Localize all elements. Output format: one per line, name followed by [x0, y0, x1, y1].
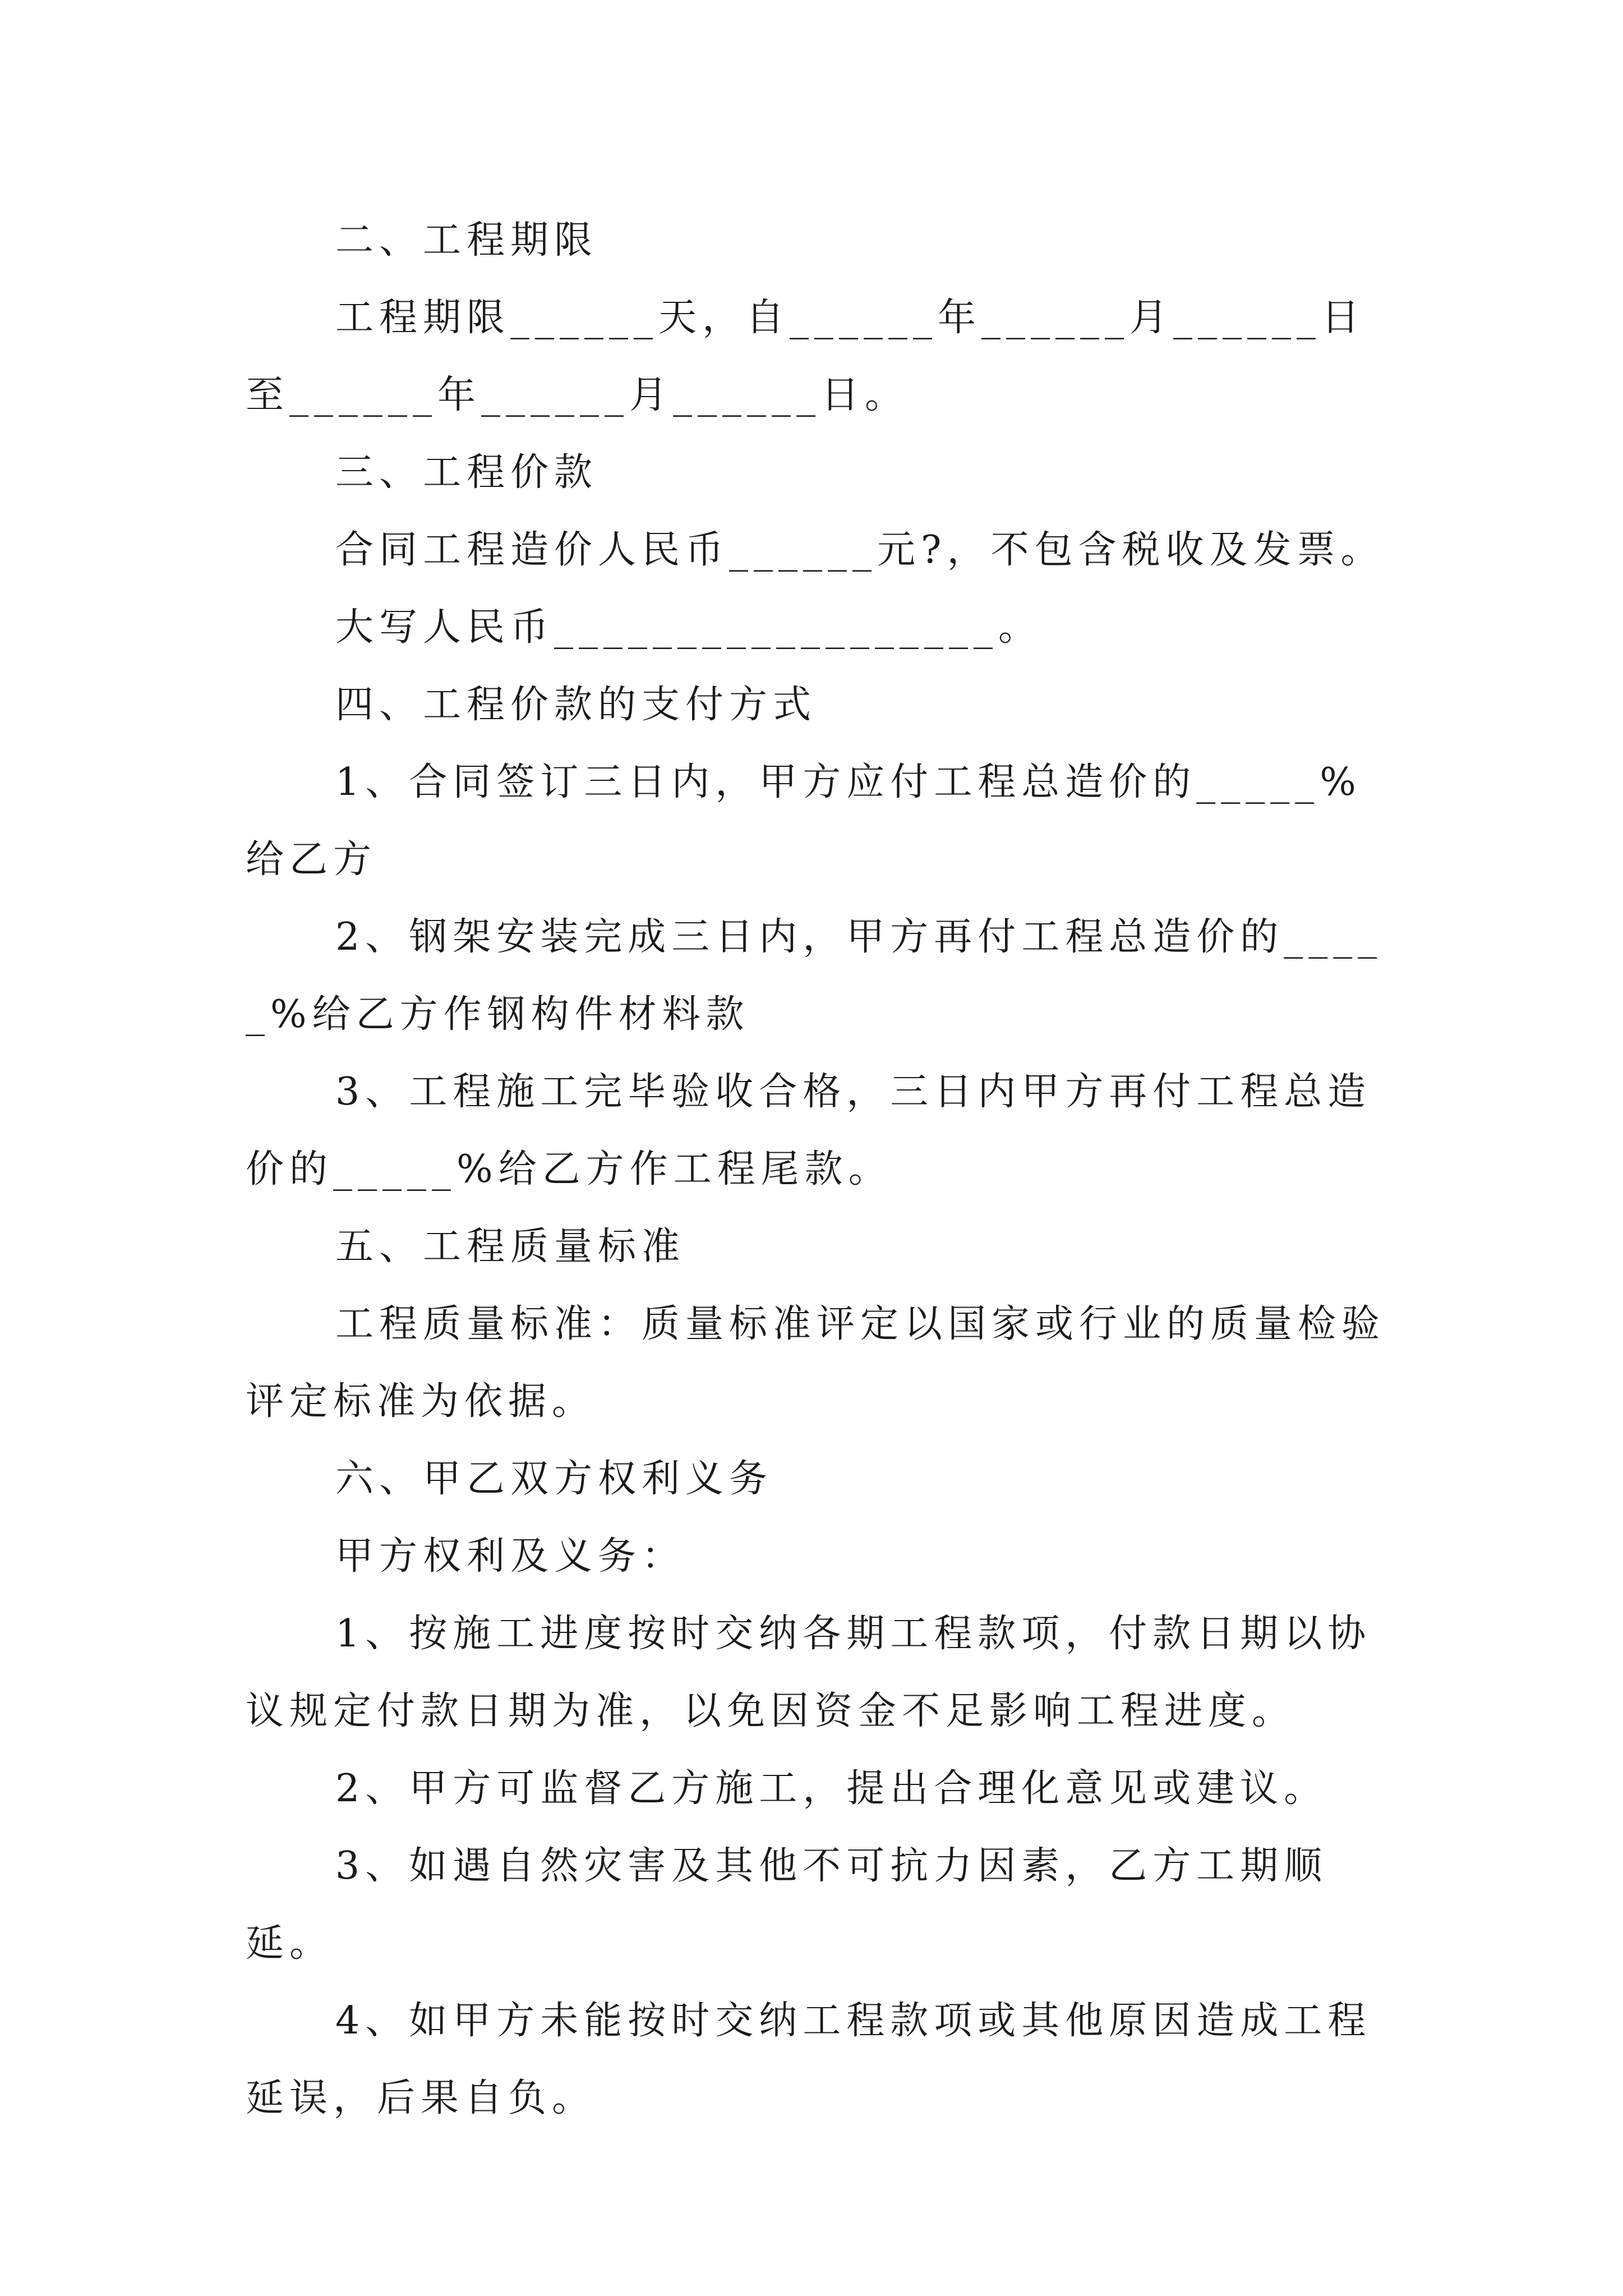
document-body — [246, 202, 1401, 2137]
section-heading-price: 三、工程价款 — [335, 450, 598, 495]
quality-paragraph: 工程质量标准：质量标准评定以国家或行业的质量检验评定标准为依据。 — [246, 1302, 1386, 1424]
party-a-heading: 甲方权利及义务： — [335, 1534, 686, 1579]
payment-item-3: 3、工程施工完毕验收合格，三日内甲方再付工程总造价的_____%给乙方作工程尾款。 — [246, 1070, 1372, 1191]
payment-item-1: 1、合同签订三日内，甲方应付工程总造价的_____%给乙方 — [246, 760, 1362, 882]
section-heading-payment: 四、工程价款的支付方式 — [335, 683, 817, 727]
section-heading-term: 二、工程期限 — [335, 218, 598, 263]
party-a-item-4: 4、如甲方未能按时交纳工程款项或其他原因造成工程延误，后果自负。 — [246, 1999, 1372, 2120]
term-paragraph: 工程期限______天，自______年______月______日至______年______月______日。 — [246, 296, 1366, 417]
party-a-item-1: 1、按施工进度按时交纳各期工程款项，付款日期以协议规定付款日期为准，以免因资金不足影响工程进度。 — [246, 1612, 1372, 1733]
price-in-words-paragraph: 大写人民币__________________。 — [335, 605, 1043, 650]
section-heading-rights: 六、甲乙双方权利义务 — [335, 1457, 773, 1501]
party-a-item-3: 3、如遇自然灾害及其他不可抗力因素，乙方工期顺延。 — [246, 1844, 1328, 1966]
price-paragraph: 合同工程造价人民币______元?，不包含税收及发票。 — [335, 528, 1385, 572]
section-heading-quality: 五、工程质量标准 — [335, 1225, 686, 1269]
payment-item-2: 2、钢架安装完成三日内，甲方再付工程总造价的_____%给乙方作钢构件材料款 — [246, 915, 1383, 1037]
party-a-item-2: 2、甲方可监督乙方施工，提出合理化意见或建议。 — [335, 1766, 1328, 1811]
